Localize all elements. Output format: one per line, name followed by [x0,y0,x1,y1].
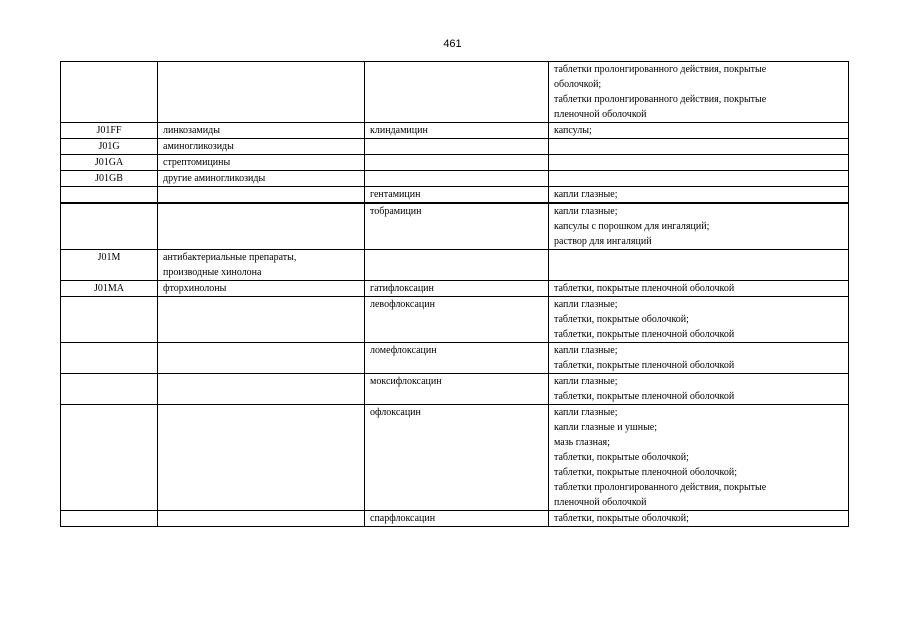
cell-code [61,187,158,203]
cell-group [158,297,365,343]
table-row [61,250,849,281]
table-row [61,511,849,527]
cell-drug [365,171,549,187]
table-row [61,204,849,250]
cell-group [158,511,365,527]
cell-drug [365,62,549,123]
cell-drug: гатифлоксацин [365,281,549,297]
cell-forms: капли глазные; капли глазные и ушные; мазь глазная; таблетки, покрытые оболочкой; таблетки, покрытые пленочной оболочкой; таблетки пролонгированного действия, покрытые пленочной оболочкой [549,405,849,511]
cell-forms [549,250,849,281]
cell-forms: капли глазные; таблетки, покрытые пленочной оболочкой [549,374,849,405]
cell-drug [365,155,549,171]
cell-code: J01GB [61,171,158,187]
table-body [61,62,849,527]
cell-group: антибактериальные препараты, производные хинолона [158,250,365,281]
cell-drug [365,139,549,155]
cell-group: аминогликозиды [158,139,365,155]
cell-code [61,405,158,511]
cell-code [61,511,158,527]
cell-drug: спарфлоксацин [365,511,549,527]
cell-forms [549,171,849,187]
cell-code: J01FF [61,123,158,139]
cell-group [158,62,365,123]
cell-forms: капли глазные; [549,187,849,203]
table-row [61,139,849,155]
cell-group [158,187,365,203]
cell-group: линкозамиды [158,123,365,139]
cell-group [158,374,365,405]
cell-code: J01MA [61,281,158,297]
cell-drug: ломефлоксацин [365,343,549,374]
cell-drug: офлоксацин [365,405,549,511]
table-row [61,374,849,405]
table-row [61,343,849,374]
cell-code: J01G [61,139,158,155]
cell-code [61,343,158,374]
cell-forms: таблетки, покрытые оболочкой; [549,511,849,527]
cell-forms [549,155,849,171]
cell-code [61,204,158,250]
page-number: 461 [443,38,462,50]
cell-forms: таблетки пролонгированного действия, покрытые оболочкой; таблетки пролонгированного действия, покрытые пленочной оболочкой [549,62,849,123]
drug-table [60,61,849,527]
cell-code: J01GA [61,155,158,171]
cell-group [158,405,365,511]
cell-code [61,62,158,123]
cell-forms: капли глазные; капсулы с порошком для ингаляций; раствор для ингаляций [549,204,849,250]
cell-group [158,204,365,250]
table-row [61,155,849,171]
cell-code [61,374,158,405]
cell-group [158,343,365,374]
cell-drug: тобрамицин [365,204,549,250]
cell-group: фторхинолоны [158,281,365,297]
table-row [61,171,849,187]
cell-group: стрептомицины [158,155,365,171]
cell-code [61,297,158,343]
cell-forms: капли глазные; таблетки, покрытые пленочной оболочкой [549,343,849,374]
cell-drug: клиндамицин [365,123,549,139]
table-row [61,123,849,139]
cell-code: J01M [61,250,158,281]
cell-drug: моксифлоксацин [365,374,549,405]
table-row [61,297,849,343]
cell-forms: таблетки, покрытые пленочной оболочкой [549,281,849,297]
table-row [61,62,849,123]
cell-drug: левофлоксацин [365,297,549,343]
table-row [61,281,849,297]
cell-group: другие аминогликозиды [158,171,365,187]
cell-drug: гентамицин [365,187,549,203]
cell-forms: капсулы; [549,123,849,139]
cell-forms: капли глазные; таблетки, покрытые оболочкой; таблетки, покрытые пленочной оболочкой [549,297,849,343]
table-row [61,187,849,203]
table-row [61,405,849,511]
cell-forms [549,139,849,155]
cell-drug [365,250,549,281]
